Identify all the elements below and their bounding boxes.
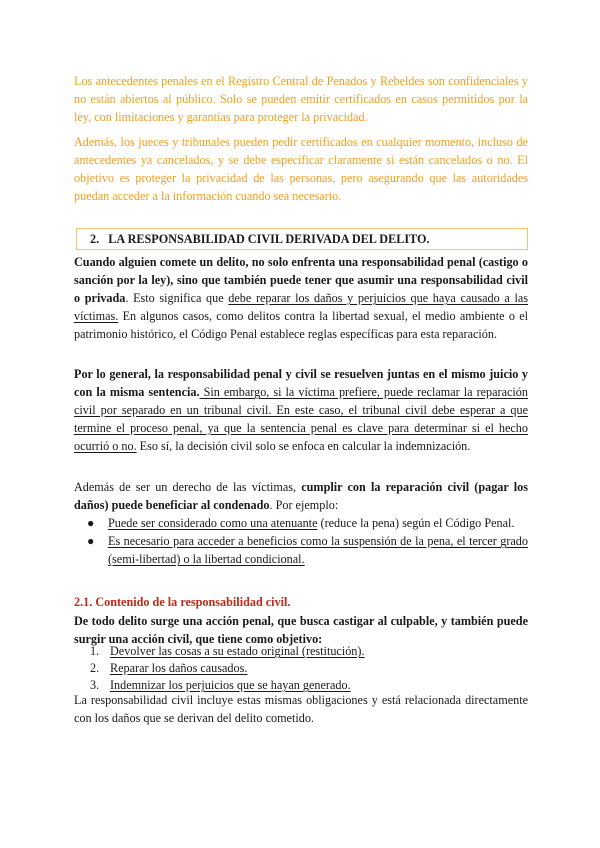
- joint-resolution-paragraph: [74, 365, 528, 455]
- bold-text: cumplir con la reparación civil (pagar los daños) puede beneficiar al condenado: [74, 480, 528, 512]
- list-item: [74, 643, 528, 660]
- list-number: 2.: [90, 661, 100, 675]
- privacy-paragraph-2: Además, los jueces y tribunales pueden pedir certificados en cualquier momento, incluso de antecedentes ya cancelados, y se debe especificar claramente si están cancelados o no. El objetivo es proteger la privacidad de las personas, pero asegurando que las autoridades puedan acceder a la información cuando sea necesario.: [74, 135, 528, 203]
- plain-text: En algunos casos, como delitos contra la libertad sexual, el medio ambiente o el patrimonio histórico, el Código Penal establece reglas específicas para esta reparación.: [74, 309, 528, 341]
- list-item: [74, 660, 528, 677]
- plain-text: . Esto significa que: [125, 291, 229, 305]
- section-heading: 2. LA RESPONSABILIDAD CIVIL DERIVADA DEL DELITO.: [90, 232, 430, 246]
- bullet-icon: ●: [87, 516, 95, 530]
- list-item-text: Reparar los daños causados.: [110, 661, 248, 675]
- list-item-text: Devolver las cosas a su estado original (restitución).: [110, 644, 365, 658]
- underlined-text: Es necesario para acceder a beneficios como la suspensión de la pena, el tercer grado (semi-libertad) o la libertad condicional.: [108, 534, 528, 566]
- plain-text: (reduce la pena) según el Código Penal.: [317, 516, 515, 530]
- bold-text: Por lo general, la responsabilidad penal y civil se resuelven juntas en el mismo juicio y con la misma sentencia.: [74, 367, 528, 399]
- list-number: 3.: [90, 678, 100, 692]
- plain-text: . Por ejemplo:: [269, 498, 339, 512]
- plain-text: Eso sí, la decisión civil solo se enfoca en calcular la indemnización.: [136, 439, 471, 453]
- closing-paragraph: La responsabilidad civil incluye estas mismas obligaciones y está relacionada directamente con los daños que se derivan del delito cometido.: [74, 693, 528, 725]
- underlined-text: Sin embargo, si la víctima prefiere, puede reclamar la reparación civil por separado en un tribunal civil. En este caso, el tribunal civil debe esperar a que termine el proceso penal, ya que la sentencia penal es clave para determinar si el hecho ocurrió o no.: [74, 385, 528, 453]
- benefits-paragraph: [74, 478, 528, 514]
- bullet-icon: ●: [87, 534, 95, 548]
- subsection-title: 2.1. Contenido de la responsabilidad civil.: [74, 595, 291, 609]
- subsection-intro: De todo delito surge una acción penal, que busca castigar al culpable, y también puede surgir una acción civil, que tiene como objetivo:: [74, 614, 528, 646]
- objectives-list: [74, 643, 528, 694]
- list-item: [74, 514, 528, 532]
- underlined-text: Puede ser considerado como una atenuante: [108, 516, 318, 530]
- plain-text: Además de ser un derecho de las víctimas,: [74, 480, 302, 494]
- benefits-list: [74, 514, 528, 568]
- civil-liability-paragraph: [74, 253, 528, 343]
- list-number: 1.: [90, 644, 100, 658]
- list-item: [74, 532, 528, 568]
- privacy-paragraph-1: Los antecedentes penales en el Registro Central de Penados y Rebeldes son confidenciales y no están abiertos al público. Solo se pueden emitir certificados en casos permitidos por la ley, con limitaciones y garantías para proteger la privacidad.: [74, 74, 528, 124]
- list-item-text: Indemnizar los perjuicios que se hayan generado.: [110, 678, 351, 692]
- bold-text: Cuando alguien comete un delito, no solo enfrenta una responsabilidad penal (castigo o sanción por la ley), sino que también puede tener que asumir una responsabilidad civil o privada: [74, 255, 528, 305]
- underlined-text: debe reparar los daños y perjuicios que haya causado a las víctimas.: [74, 291, 528, 323]
